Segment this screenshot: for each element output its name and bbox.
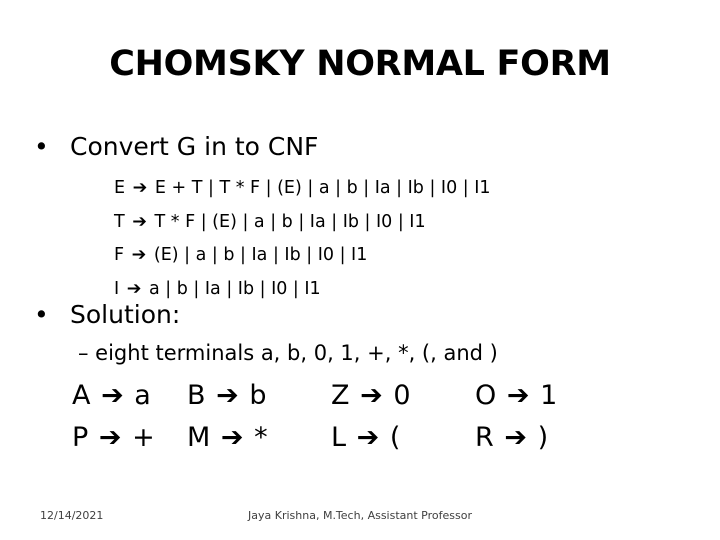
grammar-rule-f: F ➔ (E) | a | b | Ia | Ib | I0 | I1 [114,239,491,273]
bullet-dot: • [34,300,49,329]
arrow-icon: ➔ [132,178,148,198]
arrow-icon: ➔ [126,278,142,299]
arrow-icon: ➔ [220,422,244,453]
arrow-icon: ➔ [356,422,380,453]
grammar-rule-i: I ➔ a | b | Ia | Ib | I0 | I1 [114,273,491,307]
arrow-icon: ➔ [98,422,122,453]
footer-date: 12/14/2021 [40,509,104,522]
arrow-icon: ➔ [504,422,527,453]
production-r: R ➔ ) [475,422,549,453]
production-o: O ➔ 1 [475,380,558,411]
arrow-icon: ➔ [131,245,147,265]
arrow-icon: ➔ [216,380,239,411]
production-m: M ➔ * [187,422,268,453]
bullet-dot: • [34,132,49,161]
grammar-rule-t: T ➔ T * F | (E) | a | b | Ia | Ib | I0 | I1 [114,206,491,240]
bullet-solution [34,300,180,329]
bullet-convert-text: Convert G in to CNF [70,132,319,161]
production-l: L ➔ ( [331,422,401,453]
grammar-rule-e: E ➔ E + T | T * F | (E) | a | b | Ia | Ib | I0 | I1 [114,172,491,206]
bullet-solution-text: Solution: [70,300,181,329]
grammar-block [114,172,491,306]
slide-title: CHOMSKY NORMAL FORM [109,44,611,84]
footer-author: Jaya Krishna, M.Tech, Assistant Professor [248,509,472,522]
subpoint-terminals: – eight terminals a, b, 0, 1, +, *, (, and ) [78,341,498,365]
arrow-icon: ➔ [506,380,530,411]
arrow-icon: ➔ [360,380,383,411]
production-b: B ➔ b [187,380,267,411]
production-p: P ➔ + [72,422,155,453]
bullet-convert [34,132,318,161]
production-a: A ➔ a [72,380,151,411]
production-z: Z ➔ 0 [331,380,411,411]
arrow-icon: ➔ [101,380,124,411]
arrow-icon: ➔ [132,211,147,232]
